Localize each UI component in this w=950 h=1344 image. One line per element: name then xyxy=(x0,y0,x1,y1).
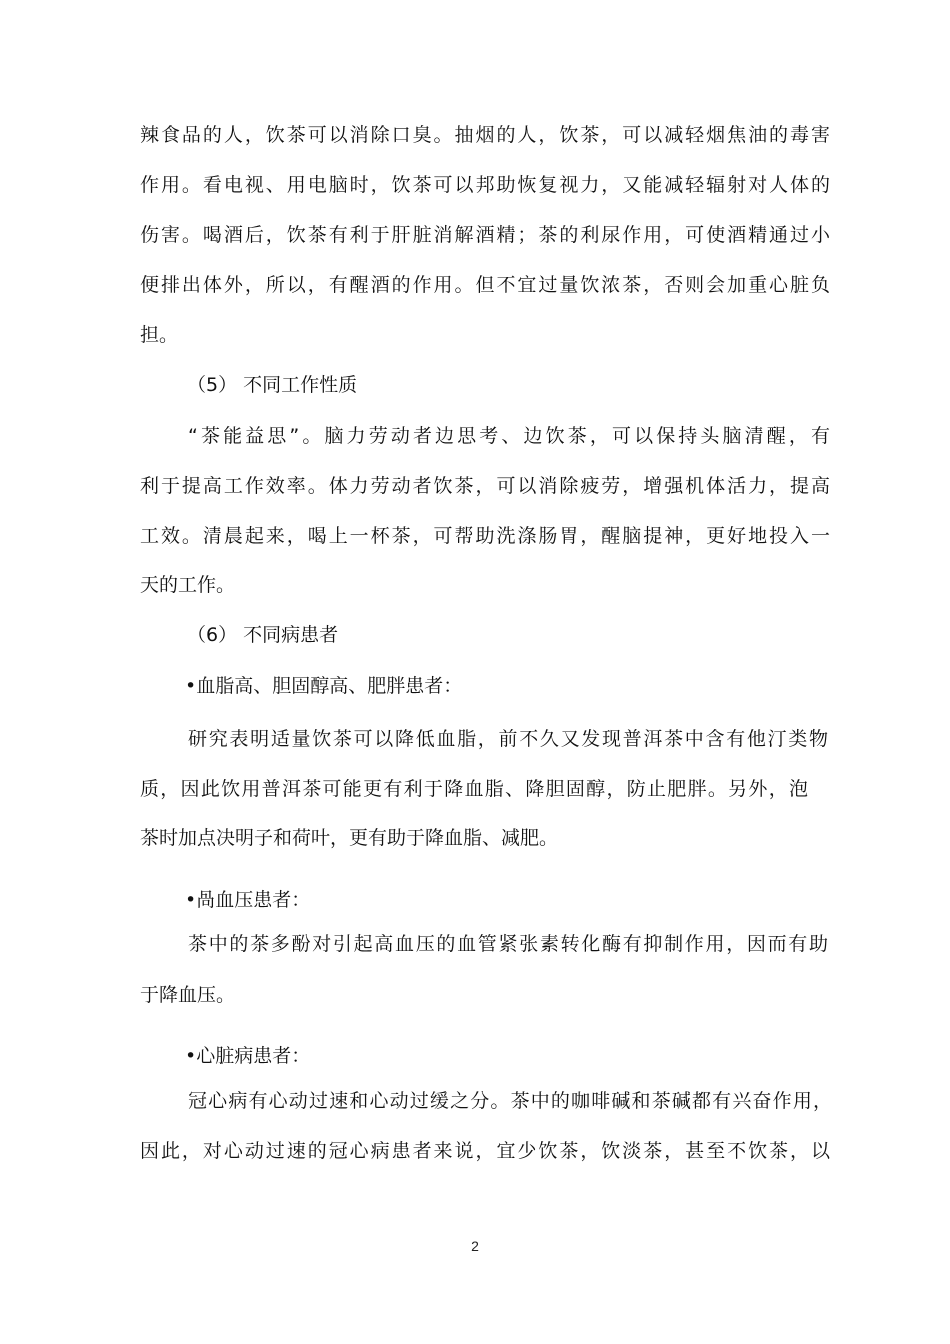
paragraph-line: 伤害。喝酒后，饮茶有利于肝脏消解酒精；茶的利尿作用，可使酒精通过小 xyxy=(140,224,830,246)
paragraph-line: 利于提高工作效率。体力劳动者饮茶，可以消除疲劳，增强机体活力，提高 xyxy=(140,475,830,497)
paragraph-line: 因此，对心动过速的冠心病患者来说，宜少饮茶，饮淡茶，甚至不饮茶，以 xyxy=(140,1140,830,1162)
page-number: 2 xyxy=(471,1238,479,1254)
paragraph-line: 于降血压。 xyxy=(140,984,236,1006)
paragraph-line: 研究表明适量饮茶可以降低血脂，前不久又发现普洱茶中含有他汀类物 xyxy=(188,728,828,750)
paragraph-line: 便排出体外，所以，有醒酒的作用。但不宜过量饮浓茶，否则会加重心脏负 xyxy=(140,274,830,296)
paragraph-line: 天的工作。 xyxy=(140,574,236,596)
bullet-heading: •咼血压患者： xyxy=(185,889,311,911)
paragraph-line: “茶能益思”。脑力劳动者边思考、边饮茶，可以保持头脑清醒，有 xyxy=(188,425,830,447)
bullet-heading: •血脂高、胆固醇高、肥胖患者： xyxy=(185,675,463,697)
paragraph-line: 茶中的茶多酚对引起高血压的血管紧张素转化酶有抑制作用，因而有助 xyxy=(188,933,828,955)
paragraph-line: 茶时加点决明子和荷叶，更有助于降血脂、减肥。 xyxy=(140,827,559,849)
paragraph-line: 担。 xyxy=(140,324,179,346)
section-heading-5: （5） 不同工作性质 xyxy=(187,374,358,396)
paragraph-line: 工效。清晨起来，喝上一杯茶，可帮助洗涤肠胃，醒脑提神，更好地投入一 xyxy=(140,525,830,547)
paragraph-line: 冠心病有心动过速和心动过缓之分。茶中的咖啡碱和茶碱都有兴奋作用， xyxy=(188,1090,832,1112)
paragraph-line: 辣食品的人，饮茶可以消除口臭。抽烟的人，饮茶，可以减轻烟焦油的毒害 xyxy=(140,124,830,146)
paragraph-line: 作用。看电视、用电脑时，饮茶可以邦助恢复视力，又能减轻辐射对人体的 xyxy=(140,174,830,196)
paragraph-line: 质，因此饮用普洱茶可能更有利于降血脂、降胆固醇，防止肥胖。另外，泡 xyxy=(140,778,808,800)
section-heading-6: （6） 不同病患者 xyxy=(187,624,339,646)
bullet-heading: •心脏病患者： xyxy=(185,1045,311,1067)
